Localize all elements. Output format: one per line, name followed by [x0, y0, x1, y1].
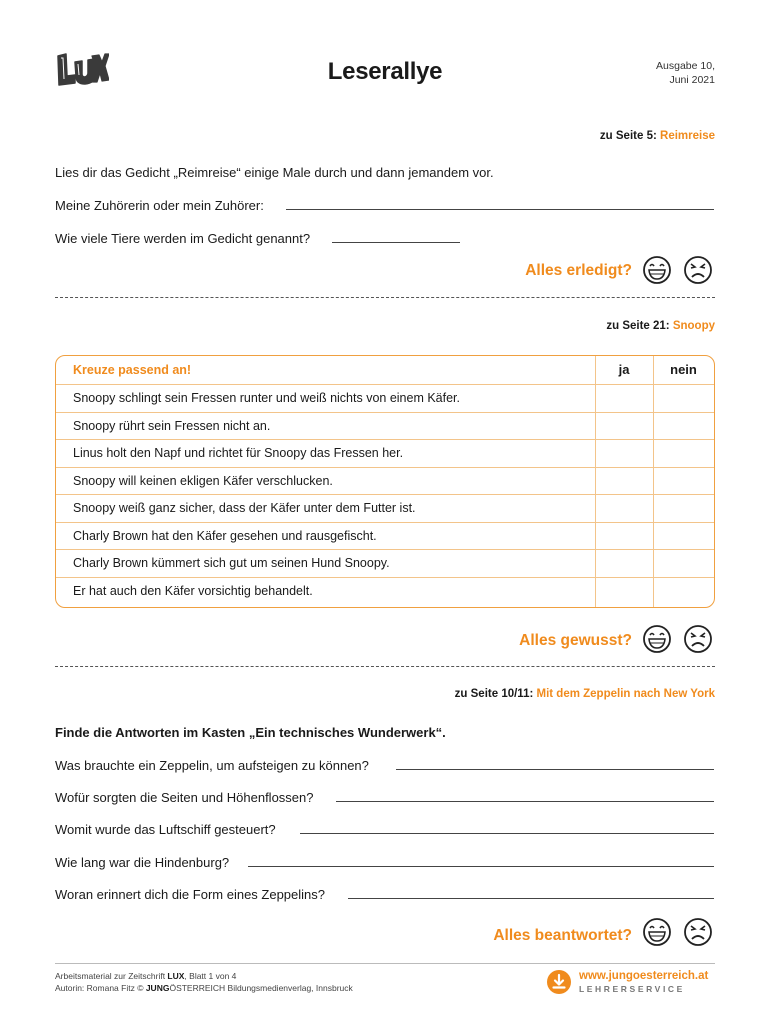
table-row [56, 384, 714, 413]
statement-text: Snoopy weiß ganz sicher, dass der Käfer unter dem Futter ist. [73, 501, 416, 515]
footer-service: LEHRERSERVICE [579, 984, 685, 994]
table-row [56, 494, 714, 523]
answer-line[interactable] [248, 866, 714, 867]
answer-line[interactable] [396, 769, 714, 770]
checkbox-cell-nein[interactable] [654, 550, 714, 578]
statement-text: Charly Brown hat den Käfer gesehen und rausgefischt. [73, 528, 377, 543]
question-text: Woran erinnert dich die Form eines Zeppelins? [55, 887, 326, 902]
footer-rule [55, 963, 715, 964]
checkbox-cell-ja[interactable] [596, 495, 653, 523]
checkbox-cell-nein[interactable] [654, 413, 714, 441]
question-text: Womit wurde das Luftschiff gesteuert? [55, 822, 276, 837]
section1-done-label: Alles erledigt? [525, 262, 632, 279]
footer-line-1: Arbeitsmaterial zur Zeitschrift LUX, Blatt 1 von 4 [55, 971, 237, 981]
question-text: Wofür sorgten die Seiten und Höhenflossen? [55, 790, 314, 805]
checkbox-cell-nein[interactable] [654, 495, 714, 523]
checkbox-cell-ja[interactable] [596, 550, 653, 578]
table-header-label: Kreuze passend an! [73, 363, 192, 377]
table-row [56, 412, 714, 441]
table-row [56, 577, 714, 606]
section3-ref-prefix: zu Seite 10/11: [454, 688, 534, 700]
section1-question-listener: Meine Zuhörerin oder mein Zuhörer: [55, 198, 264, 213]
footer-line-2: Autorin: Romana Fitz © JUNGÖSTERREICH Bildungsmedienverlag, Innsbruck [55, 983, 353, 993]
section3-ref-name: Mit dem Zeppelin nach New York [536, 688, 715, 700]
answer-line[interactable] [300, 833, 714, 834]
laughing-face-icon[interactable] [642, 624, 672, 654]
section3-instruction: Finde die Antworten im Kasten „Ein technisches Wunderwerk“. [55, 725, 446, 740]
checkbox-cell-ja[interactable] [596, 385, 653, 413]
page-title: Leserallye [327, 58, 443, 85]
section1-ref-name: Reimreise [660, 130, 715, 142]
section1-question-animals: Wie viele Tiere werden im Gedicht genannt? [55, 231, 311, 246]
section3-done-label: Alles beantwortet? [493, 927, 632, 944]
answer-line[interactable] [348, 898, 714, 899]
checkbox-cell-ja[interactable] [596, 440, 653, 468]
section-divider-1 [55, 297, 715, 298]
table-header-row [56, 356, 714, 384]
question-text: Was brauchte ein Zeppelin, um aufsteigen zu können? [55, 758, 369, 773]
section3-reference [455, 688, 715, 700]
checkbox-cell-nein[interactable] [654, 578, 714, 606]
table-row [56, 549, 714, 578]
question-text: Wie lang war die Hindenburg? [55, 855, 230, 870]
section2-ref-prefix: zu Seite 21: [606, 320, 670, 332]
statement-text: Charly Brown kümmert sich gut um seinen Hund Snoopy. [73, 556, 390, 570]
checkbox-cell-nein[interactable] [654, 523, 714, 551]
answer-line-listener[interactable] [286, 209, 714, 210]
column-no: nein [670, 362, 697, 377]
checkbox-cell-nein[interactable] [654, 385, 714, 413]
answer-line-animals[interactable] [332, 242, 460, 243]
statement-text: Er hat auch den Käfer vorsichtig behandelt. [73, 583, 313, 598]
footer-credits [55, 970, 353, 994]
frowning-face-icon[interactable] [683, 917, 713, 947]
checkbox-cell-ja[interactable] [596, 578, 653, 606]
answer-line[interactable] [336, 801, 714, 802]
checkbox-cell-ja[interactable] [596, 523, 653, 551]
laughing-face-icon[interactable] [642, 917, 672, 947]
true-false-table [55, 355, 715, 608]
section1-ref-prefix: zu Seite 5: [599, 130, 657, 142]
laughing-face-icon[interactable] [642, 255, 672, 285]
statement-text: Snoopy rührt sein Fressen nicht an. [73, 418, 271, 433]
checkbox-cell-ja[interactable] [596, 468, 653, 496]
table-row [56, 467, 714, 496]
download-icon [546, 969, 572, 995]
statement-text: Snoopy schlingt sein Fressen runter und weiß nichts von einem Käfer. [73, 391, 461, 405]
section1-reference [600, 130, 715, 142]
section1-instruction: Lies dir das Gedicht „Reimreise“ einige Male durch und dann jemandem vor. [55, 165, 494, 180]
footer-brand[interactable] [546, 968, 716, 998]
statement-text: Snoopy will keinen ekligen Käfer verschlucken. [73, 473, 333, 488]
statement-text: Linus holt den Napf und richtet für Snoopy das Fressen her. [73, 446, 404, 460]
frowning-face-icon[interactable] [683, 624, 713, 654]
section-divider-2 [55, 666, 715, 667]
table-row [56, 522, 714, 551]
checkbox-cell-nein[interactable] [654, 468, 714, 496]
footer-url[interactable]: www.jungoesterreich.at [579, 970, 709, 982]
table-row [56, 439, 714, 468]
issue-line-2: Juni 2021 [669, 74, 715, 86]
checkbox-cell-ja[interactable] [596, 413, 653, 441]
section2-done-label: Alles gewusst? [519, 632, 632, 649]
frowning-face-icon[interactable] [683, 255, 713, 285]
issue-info [656, 59, 715, 87]
column-yes: ja [618, 362, 630, 377]
issue-line-1: Ausgabe 10, [656, 60, 715, 72]
section2-ref-name: Snoopy [672, 320, 715, 332]
section2-reference [606, 320, 715, 332]
checkbox-cell-nein[interactable] [654, 440, 714, 468]
